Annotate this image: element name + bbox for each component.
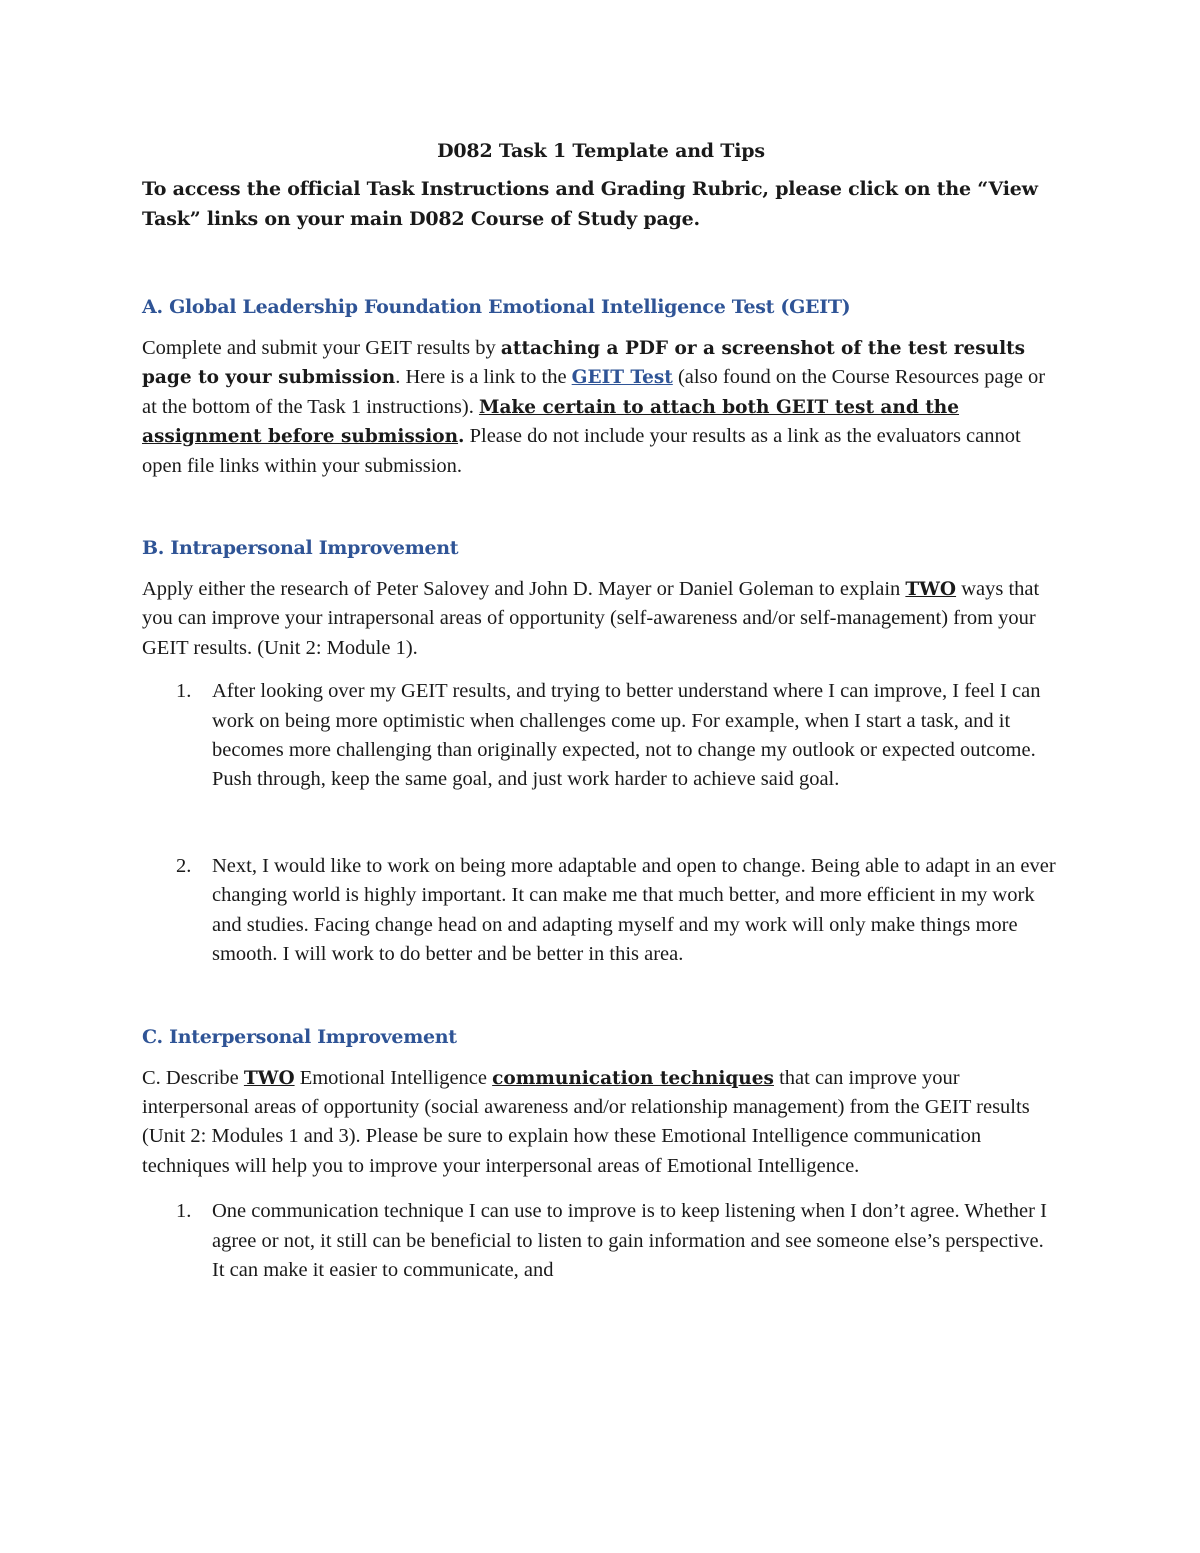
list-item [142, 677, 1060, 795]
section-c-text-1: C. Describe [142, 1066, 244, 1089]
section-a-bold-1: attaching a PDF or a screenshot of the test results page to your submission [142, 338, 1026, 389]
geit-test-link[interactable]: GEIT Test [571, 367, 673, 389]
document-title: D082 Task 1 Template and Tips [437, 140, 765, 162]
list-item-text: One communication technique I can use to improve is to keep listening when I don’t agree. Whether I agree or not, it still can be beneficial to listen to gain information and see someone else’s perspective. It can make it easier to communicate, and [212, 1200, 1047, 1281]
section-c-answer-list [142, 1197, 1060, 1285]
list-item-text: Next, I would like to work on being more adaptable and open to change. Being able to adapt in an ever changing world is highly important. It can make me that much better, and more efficient in my work and studies. Facing change head on and adapting myself and my work will only make things more smooth. I will work to do better and be better in this area. [212, 854, 1056, 966]
intro-instructions: To access the official Task Instructions and Grading Rubric, please click on the “View Task” links on your main D082 Course of Study page. [142, 178, 1038, 230]
section-b-heading: B. Intrapersonal Improvement [142, 537, 459, 560]
section-a-underline-bold: Make certain to attach both GEIT test and the assignment before submission [142, 396, 960, 448]
list-item [142, 852, 1060, 970]
section-c-heading: C. Interpersonal Improvement [142, 1025, 457, 1048]
section-c-emphasis-1: TWO [243, 1067, 295, 1089]
list-item [142, 1197, 1060, 1285]
section-a-paragraph [142, 334, 1060, 481]
section-b-text-2: ways that you can improve your intrapersonal areas of opportunity (self-awareness and/or self-management) from your GEIT results. (Unit 2: Module 1). [142, 578, 1040, 659]
section-b-answer-list [142, 677, 1060, 969]
section-c-emphasis-2: communication techniques [492, 1067, 774, 1089]
section-a-text-1: Complete and submit your GEIT results by [142, 337, 501, 359]
section-a-text-2: . Here is a link to the [395, 366, 572, 389]
section-c-text-3: that can improve your interpersonal areas of opportunity (social awareness and/or relationship management) from the GEIT results (Unit 2: Modules 1 and 3). Please be sure to explain how these Emotional Intelligence communication techniques will help you to improve your interpersonal areas of Emotional Intelligence. [142, 1066, 1030, 1177]
section-a-heading: A. Global Leadership Foundation Emotional Intelligence Test (GEIT) [142, 296, 851, 318]
section-c-paragraph [142, 1064, 1060, 1182]
section-b-paragraph [142, 575, 1060, 663]
section-c-text-2: Emotional Intelligence [294, 1066, 493, 1089]
section-a-bold-period: . [458, 426, 465, 448]
section-a-text-3: (also found on the Course Resources page or at the bottom of the Task 1 instructions). [142, 366, 1046, 418]
section-b-text-1: Apply either the research of Peter Salovey and John D. Mayer or Daniel Goleman to explain [142, 578, 906, 601]
list-item-number: 1. [176, 680, 192, 703]
section-a-text-4: Please do not include your results as a link as the evaluators cannot open file links within your submission. [142, 425, 1021, 477]
section-b-emphasis: TWO [905, 579, 957, 601]
list-item-text: After looking over my GEIT results, and trying to better understand where I can improve, I feel I can work on being more optimistic when challenges come up. For example, when I start a task, and it becomes more challenging than originally expected, not to change my outlook or expected outcome. Push through, keep the same goal, and just work harder to achieve said goal. [212, 680, 1041, 791]
list-item-number: 1. [176, 1200, 192, 1223]
list-item-number: 2. [176, 854, 192, 877]
